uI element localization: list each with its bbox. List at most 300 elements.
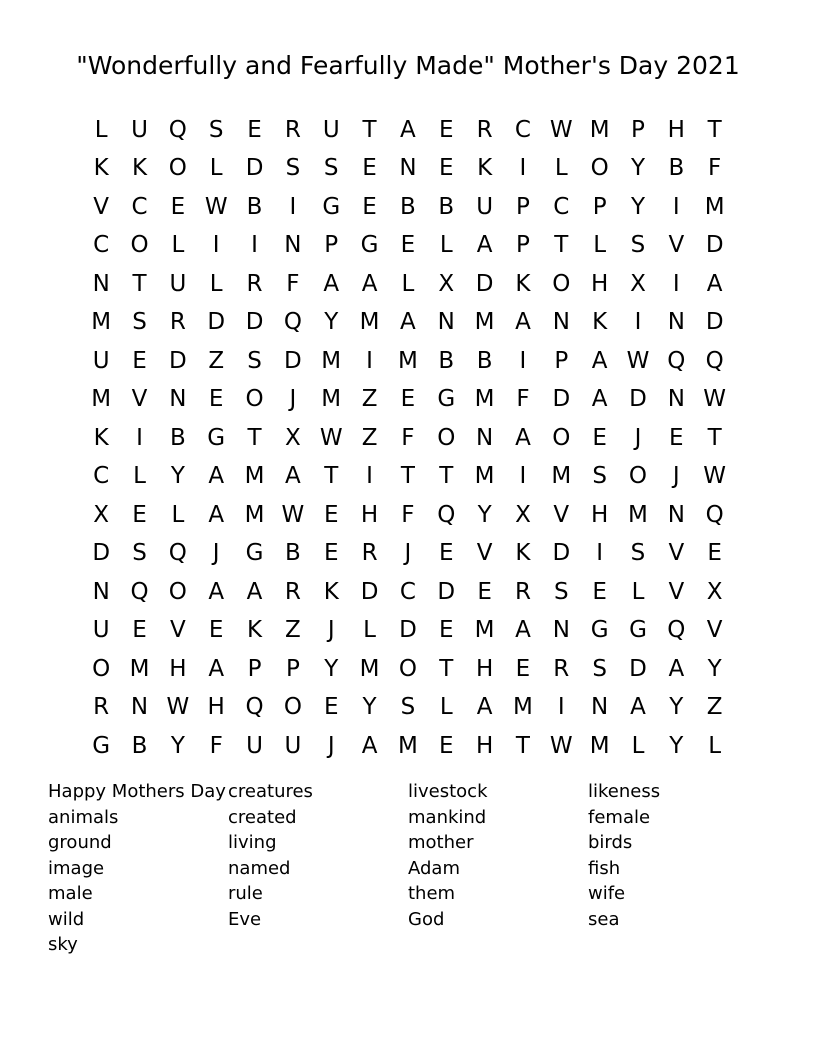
grid-letter[interactable]: U: [131, 116, 148, 143]
grid-letter[interactable]: A: [476, 694, 493, 721]
grid-letter[interactable]: K: [515, 270, 531, 297]
grid-letter[interactable]: H: [360, 501, 379, 528]
grid-letter[interactable]: V: [93, 193, 110, 220]
grid-letter[interactable]: J: [404, 540, 412, 567]
grid-letter[interactable]: C: [553, 193, 570, 220]
grid-letter[interactable]: L: [209, 155, 223, 182]
grid-letter[interactable]: H: [475, 655, 494, 682]
grid-letter[interactable]: T: [247, 424, 262, 451]
grid-letter[interactable]: M: [244, 463, 265, 490]
grid-letter[interactable]: Y: [669, 694, 684, 721]
grid-letter[interactable]: E: [438, 617, 454, 644]
grid-letter[interactable]: O: [437, 424, 456, 451]
grid-letter[interactable]: A: [706, 270, 723, 297]
grid-letter[interactable]: W: [319, 424, 343, 451]
grid-letter[interactable]: I: [289, 193, 297, 220]
grid-letter[interactable]: S: [323, 155, 339, 182]
grid-letter[interactable]: C: [514, 116, 531, 143]
grid-letter[interactable]: I: [634, 309, 642, 336]
grid-letter[interactable]: E: [170, 193, 186, 220]
grid-letter[interactable]: N: [476, 424, 494, 451]
grid-letter[interactable]: N: [667, 386, 685, 413]
grid-letter[interactable]: I: [672, 270, 680, 297]
word-bank-item: God: [408, 908, 445, 930]
grid-letter[interactable]: S: [132, 309, 147, 336]
grid-letter[interactable]: M: [704, 193, 725, 220]
grid-letter[interactable]: D: [92, 540, 111, 567]
grid-letter[interactable]: Y: [630, 155, 646, 182]
grid-letter[interactable]: W: [549, 116, 573, 143]
grid-letter[interactable]: E: [438, 540, 454, 567]
grid-letter[interactable]: B: [131, 732, 148, 759]
grid-letter[interactable]: A: [246, 578, 263, 605]
grid-letter[interactable]: S: [592, 463, 607, 490]
grid-letter[interactable]: T: [515, 732, 530, 759]
grid-letter[interactable]: M: [397, 732, 418, 759]
grid-letter[interactable]: A: [515, 617, 531, 644]
grid-letter[interactable]: T: [554, 232, 569, 259]
grid-letter[interactable]: A: [515, 309, 531, 336]
grid-letter[interactable]: D: [284, 347, 302, 374]
grid-letter[interactable]: D: [245, 309, 264, 336]
grid-letter[interactable]: X: [285, 424, 301, 451]
grid-letter[interactable]: V: [476, 540, 493, 567]
grid-letter[interactable]: S: [630, 540, 646, 567]
grid-letter[interactable]: N: [667, 501, 685, 528]
grid-letter[interactable]: H: [169, 655, 187, 682]
word-bank-item: livestock: [408, 781, 488, 802]
grid-letter[interactable]: A: [476, 232, 493, 259]
grid-letter[interactable]: S: [247, 347, 262, 374]
grid-letter[interactable]: R: [553, 655, 570, 682]
grid-letter[interactable]: U: [246, 732, 263, 759]
grid-letter[interactable]: K: [477, 155, 493, 182]
word-bank-item: Eve: [228, 908, 262, 930]
grid-letter[interactable]: F: [401, 424, 415, 451]
grid-letter[interactable]: M: [474, 309, 495, 336]
grid-letter[interactable]: D: [399, 617, 417, 644]
grid-letter[interactable]: Y: [170, 463, 185, 490]
grid-letter[interactable]: E: [592, 424, 607, 451]
grid-letter[interactable]: K: [93, 424, 109, 451]
grid-letter[interactable]: H: [207, 694, 225, 721]
grid-letter[interactable]: Y: [170, 732, 185, 759]
grid-letter[interactable]: K: [131, 155, 148, 182]
grid-letter[interactable]: K: [323, 578, 339, 605]
grid-letter[interactable]: Q: [705, 501, 724, 528]
grid-letter[interactable]: B: [476, 347, 493, 374]
grid-letter[interactable]: Z: [361, 386, 378, 413]
grid-letter[interactable]: T: [439, 463, 454, 490]
grid-letter[interactable]: I: [212, 232, 220, 259]
grid-letter[interactable]: E: [132, 347, 147, 374]
grid-letter[interactable]: M: [321, 347, 342, 374]
grid-letter[interactable]: C: [399, 578, 416, 605]
grid-letter[interactable]: M: [359, 655, 380, 682]
word-bank-item: rule: [228, 883, 263, 904]
grid-letter[interactable]: F: [401, 501, 415, 528]
grid-letter[interactable]: N: [130, 694, 149, 721]
grid-letter[interactable]: D: [705, 232, 724, 259]
grid-letter[interactable]: W: [703, 386, 727, 413]
word-bank-item: mankind: [408, 806, 487, 828]
grid-letter[interactable]: O: [590, 155, 609, 182]
grid-letter[interactable]: I: [519, 463, 527, 490]
grid-letter[interactable]: F: [209, 732, 223, 759]
grid-letter[interactable]: E: [438, 732, 454, 759]
grid-letter[interactable]: A: [591, 386, 608, 413]
grid-letter[interactable]: T: [707, 116, 722, 143]
grid-letter[interactable]: B: [400, 193, 416, 220]
grid-letter[interactable]: B: [438, 193, 455, 220]
grid-letter[interactable]: E: [323, 501, 339, 528]
grid-letter[interactable]: F: [516, 386, 530, 413]
grid-letter[interactable]: O: [628, 463, 648, 490]
grid-letter[interactable]: Q: [130, 578, 149, 605]
grid-letter[interactable]: E: [208, 386, 224, 413]
grid-letter[interactable]: A: [208, 578, 225, 605]
grid-letter[interactable]: V: [131, 386, 148, 413]
grid-letter[interactable]: K: [93, 155, 109, 182]
grid-letter[interactable]: L: [133, 463, 146, 490]
grid-letter[interactable]: P: [285, 655, 300, 682]
grid-letter[interactable]: A: [515, 424, 531, 451]
grid-letter[interactable]: X: [93, 501, 110, 528]
grid-letter[interactable]: M: [129, 655, 150, 682]
word-bank-item: sea: [588, 908, 620, 930]
grid-letter[interactable]: K: [515, 540, 531, 567]
grid-letter[interactable]: Y: [362, 694, 377, 721]
grid-letter[interactable]: W: [703, 463, 727, 490]
grid-letter[interactable]: O: [552, 270, 571, 297]
grid-letter[interactable]: L: [593, 232, 607, 259]
grid-letter[interactable]: S: [208, 116, 224, 143]
grid-letter[interactable]: D: [360, 578, 379, 605]
grid-letter[interactable]: D: [552, 386, 571, 413]
grid-letter[interactable]: D: [629, 655, 647, 682]
grid-letter[interactable]: O: [552, 424, 571, 451]
grid-letter[interactable]: D: [629, 386, 647, 413]
grid-letter[interactable]: G: [322, 193, 341, 220]
grid-letter[interactable]: E: [438, 116, 454, 143]
grid-letter[interactable]: N: [552, 309, 570, 336]
grid-letter[interactable]: J: [672, 463, 680, 490]
grid-letter[interactable]: B: [169, 424, 186, 451]
grid-letter[interactable]: L: [401, 270, 415, 297]
grid-letter[interactable]: U: [92, 347, 110, 374]
grid-letter[interactable]: D: [207, 309, 226, 336]
grid-letter[interactable]: N: [92, 578, 110, 605]
grid-letter[interactable]: G: [590, 617, 609, 644]
grid-letter[interactable]: N: [399, 155, 417, 182]
grid-letter[interactable]: D: [475, 270, 494, 297]
grid-letter[interactable]: W: [626, 347, 650, 374]
grid-letter[interactable]: Y: [477, 501, 492, 528]
grid-letter[interactable]: Z: [361, 424, 378, 451]
grid-letter[interactable]: N: [552, 617, 570, 644]
grid-letter[interactable]: L: [363, 617, 376, 644]
grid-letter[interactable]: F: [286, 270, 300, 297]
grid-letter[interactable]: L: [209, 270, 223, 297]
grid-letter[interactable]: I: [251, 232, 258, 259]
grid-letter[interactable]: P: [247, 655, 262, 682]
grid-letter[interactable]: E: [515, 655, 531, 682]
grid-letter[interactable]: G: [629, 617, 647, 644]
grid-letter[interactable]: K: [592, 309, 608, 336]
grid-letter[interactable]: U: [92, 617, 110, 644]
grid-letter[interactable]: U: [284, 732, 302, 759]
grid-letter[interactable]: K: [247, 617, 263, 644]
grid-letter[interactable]: V: [668, 540, 685, 567]
grid-letter[interactable]: A: [668, 655, 685, 682]
grid-letter[interactable]: D: [705, 309, 724, 336]
grid-letter[interactable]: A: [208, 463, 225, 490]
grid-letter[interactable]: D: [552, 540, 571, 567]
grid-letter[interactable]: A: [591, 347, 608, 374]
grid-letter[interactable]: M: [474, 386, 495, 413]
grid-letter[interactable]: E: [592, 578, 607, 605]
grid-letter[interactable]: U: [476, 193, 494, 220]
grid-letter[interactable]: V: [553, 501, 570, 528]
grid-letter[interactable]: R: [476, 116, 493, 143]
grid-letter[interactable]: A: [361, 732, 378, 759]
grid-letter[interactable]: O: [92, 655, 111, 682]
grid-letter[interactable]: M: [551, 463, 572, 490]
grid-letter[interactable]: T: [324, 463, 339, 490]
grid-letter[interactable]: Q: [168, 116, 187, 143]
grid-letter[interactable]: M: [91, 386, 112, 413]
grid-letter[interactable]: M: [589, 732, 610, 759]
grid-letter[interactable]: Z: [706, 694, 723, 721]
grid-letter[interactable]: E: [323, 694, 339, 721]
grid-letter[interactable]: I: [519, 347, 527, 374]
grid-letter[interactable]: E: [362, 155, 377, 182]
grid-letter[interactable]: D: [245, 155, 264, 182]
grid-letter[interactable]: R: [284, 116, 301, 143]
grid-letter[interactable]: N: [169, 386, 187, 413]
grid-letter[interactable]: A: [323, 270, 340, 297]
grid-letter[interactable]: P: [516, 232, 530, 259]
grid-letter[interactable]: S: [400, 694, 416, 721]
grid-letter[interactable]: E: [323, 540, 339, 567]
grid-letter[interactable]: X: [438, 270, 455, 297]
grid-letter[interactable]: J: [634, 424, 642, 451]
grid-letter[interactable]: E: [208, 617, 224, 644]
grid-letter[interactable]: H: [667, 116, 685, 143]
puzzle-title: "Wonderfully and Fearfully Made" Mother's Day 2021: [76, 51, 740, 80]
grid-letter[interactable]: G: [92, 732, 111, 759]
grid-letter[interactable]: L: [439, 232, 453, 259]
grid-letter[interactable]: L: [94, 116, 108, 143]
grid-letter[interactable]: M: [474, 463, 495, 490]
grid-letter[interactable]: I: [672, 193, 680, 220]
grid-letter[interactable]: S: [132, 540, 147, 567]
grid-letter[interactable]: D: [437, 578, 456, 605]
grid-letter[interactable]: M: [359, 309, 380, 336]
grid-letter[interactable]: E: [477, 578, 492, 605]
grid-letter[interactable]: N: [437, 309, 455, 336]
grid-letter[interactable]: I: [519, 155, 527, 182]
grid-letter[interactable]: V: [668, 232, 685, 259]
grid-letter[interactable]: H: [475, 732, 494, 759]
grid-letter[interactable]: Q: [667, 617, 686, 644]
grid-letter[interactable]: I: [557, 694, 565, 721]
grid-letter[interactable]: M: [513, 694, 533, 721]
grid-letter[interactable]: M: [397, 347, 418, 374]
grid-letter[interactable]: Y: [324, 655, 339, 682]
grid-letter[interactable]: A: [208, 501, 225, 528]
grid-letter[interactable]: D: [169, 347, 187, 374]
grid-letter[interactable]: Q: [283, 309, 302, 336]
grid-letter[interactable]: L: [171, 501, 185, 528]
grid-letter[interactable]: A: [361, 270, 378, 297]
grid-letter[interactable]: H: [590, 270, 609, 297]
grid-letter[interactable]: A: [630, 694, 646, 721]
grid-letter[interactable]: L: [631, 578, 645, 605]
grid-letter[interactable]: Y: [669, 732, 684, 759]
grid-letter[interactable]: J: [327, 617, 335, 644]
grid-letter[interactable]: W: [204, 193, 228, 220]
grid-letter[interactable]: O: [130, 232, 149, 259]
grid-letter[interactable]: G: [207, 424, 226, 451]
grid-letter[interactable]: E: [132, 501, 147, 528]
grid-letter[interactable]: R: [361, 540, 378, 567]
grid-letter[interactable]: E: [707, 540, 722, 567]
grid-letter[interactable]: Q: [705, 347, 724, 374]
grid-letter[interactable]: F: [708, 155, 722, 182]
grid-letter[interactable]: R: [169, 309, 186, 336]
grid-letter[interactable]: M: [474, 617, 495, 644]
grid-letter[interactable]: T: [132, 270, 147, 297]
grid-letter[interactable]: S: [592, 655, 607, 682]
grid-letter[interactable]: S: [285, 155, 301, 182]
grid-letter[interactable]: N: [92, 270, 110, 297]
grid-letter[interactable]: N: [591, 694, 609, 721]
grid-letter[interactable]: G: [360, 232, 379, 259]
grid-letter[interactable]: J: [327, 732, 335, 759]
grid-letter[interactable]: R: [246, 270, 263, 297]
grid-letter[interactable]: Q: [667, 347, 686, 374]
grid-letter[interactable]: Q: [168, 540, 187, 567]
grid-letter[interactable]: A: [208, 655, 225, 682]
grid-letter[interactable]: M: [91, 309, 112, 336]
grid-letter[interactable]: A: [285, 463, 301, 490]
grid-letter[interactable]: R: [284, 578, 301, 605]
grid-letter[interactable]: A: [400, 116, 416, 143]
grid-letter[interactable]: Y: [630, 193, 646, 220]
grid-letter[interactable]: Y: [707, 655, 722, 682]
grid-letter[interactable]: C: [131, 193, 148, 220]
grid-letter[interactable]: B: [438, 347, 455, 374]
grid-letter[interactable]: H: [590, 501, 609, 528]
word-bank-item: male: [48, 883, 93, 904]
grid-letter[interactable]: T: [707, 424, 722, 451]
grid-letter[interactable]: M: [628, 501, 648, 528]
grid-letter[interactable]: Z: [285, 617, 301, 644]
grid-letter[interactable]: Q: [245, 694, 264, 721]
grid-letter[interactable]: N: [284, 232, 302, 259]
grid-letter[interactable]: I: [596, 540, 604, 567]
grid-letter[interactable]: Q: [437, 501, 456, 528]
grid-letter[interactable]: T: [439, 655, 454, 682]
grid-letter[interactable]: Z: [208, 347, 225, 374]
grid-letter[interactable]: J: [212, 540, 220, 567]
grid-letter[interactable]: E: [669, 424, 684, 451]
grid-letter[interactable]: J: [289, 386, 297, 413]
grid-letter[interactable]: W: [166, 694, 190, 721]
grid-letter[interactable]: U: [169, 270, 187, 297]
grid-letter[interactable]: M: [244, 501, 265, 528]
grid-letter[interactable]: B: [285, 540, 301, 567]
grid-letter[interactable]: T: [362, 116, 377, 143]
grid-letter[interactable]: O: [398, 655, 417, 682]
grid-letter[interactable]: S: [630, 232, 646, 259]
grid-letter[interactable]: P: [631, 116, 645, 143]
grid-letter[interactable]: V: [668, 578, 685, 605]
grid-letter[interactable]: S: [553, 578, 569, 605]
grid-letter[interactable]: N: [667, 309, 685, 336]
grid-letter[interactable]: X: [515, 501, 531, 528]
grid-letter[interactable]: B: [668, 155, 685, 182]
grid-letter[interactable]: L: [554, 155, 568, 182]
grid-letter[interactable]: V: [706, 617, 723, 644]
grid-letter[interactable]: L: [171, 232, 185, 259]
grid-letter[interactable]: X: [630, 270, 646, 297]
letter-grid: [82, 111, 734, 766]
grid-letter[interactable]: L: [439, 694, 453, 721]
grid-letter[interactable]: E: [400, 232, 416, 259]
grid-letter[interactable]: L: [708, 732, 722, 759]
grid-letter[interactable]: P: [516, 193, 530, 220]
grid-letter[interactable]: X: [706, 578, 723, 605]
word-bank-item: image: [48, 857, 105, 879]
grid-letter[interactable]: V: [169, 617, 186, 644]
grid-letter[interactable]: B: [246, 193, 263, 220]
grid-letter[interactable]: P: [592, 193, 607, 220]
grid-letter[interactable]: E: [362, 193, 377, 220]
grid-letter[interactable]: O: [245, 386, 264, 413]
grid-letter[interactable]: G: [437, 386, 456, 413]
grid-letter[interactable]: C: [93, 232, 110, 259]
grid-letter[interactable]: R: [93, 694, 110, 721]
grid-letter[interactable]: W: [281, 501, 305, 528]
grid-letter[interactable]: I: [366, 347, 373, 374]
word-bank-item: female: [588, 806, 651, 828]
grid-letter[interactable]: I: [136, 424, 143, 451]
grid-letter[interactable]: O: [168, 578, 187, 605]
grid-letter[interactable]: O: [283, 694, 302, 721]
grid-letter[interactable]: T: [400, 463, 415, 490]
grid-letter[interactable]: C: [93, 463, 110, 490]
grid-letter[interactable]: A: [400, 309, 416, 336]
grid-letter[interactable]: Y: [324, 309, 339, 336]
grid-letter[interactable]: P: [554, 347, 569, 374]
grid-letter[interactable]: E: [247, 116, 262, 143]
grid-letter[interactable]: E: [400, 386, 416, 413]
grid-letter[interactable]: W: [549, 732, 573, 759]
grid-letter[interactable]: M: [589, 116, 610, 143]
grid-letter[interactable]: L: [631, 732, 645, 759]
grid-letter[interactable]: P: [324, 232, 339, 259]
grid-letter[interactable]: O: [168, 155, 187, 182]
grid-letter[interactable]: I: [366, 463, 373, 490]
grid-letter[interactable]: G: [245, 540, 264, 567]
grid-letter[interactable]: E: [438, 155, 454, 182]
grid-letter[interactable]: E: [132, 617, 147, 644]
grid-letter[interactable]: R: [514, 578, 531, 605]
grid-letter[interactable]: M: [321, 386, 342, 413]
grid-letter[interactable]: U: [322, 116, 340, 143]
